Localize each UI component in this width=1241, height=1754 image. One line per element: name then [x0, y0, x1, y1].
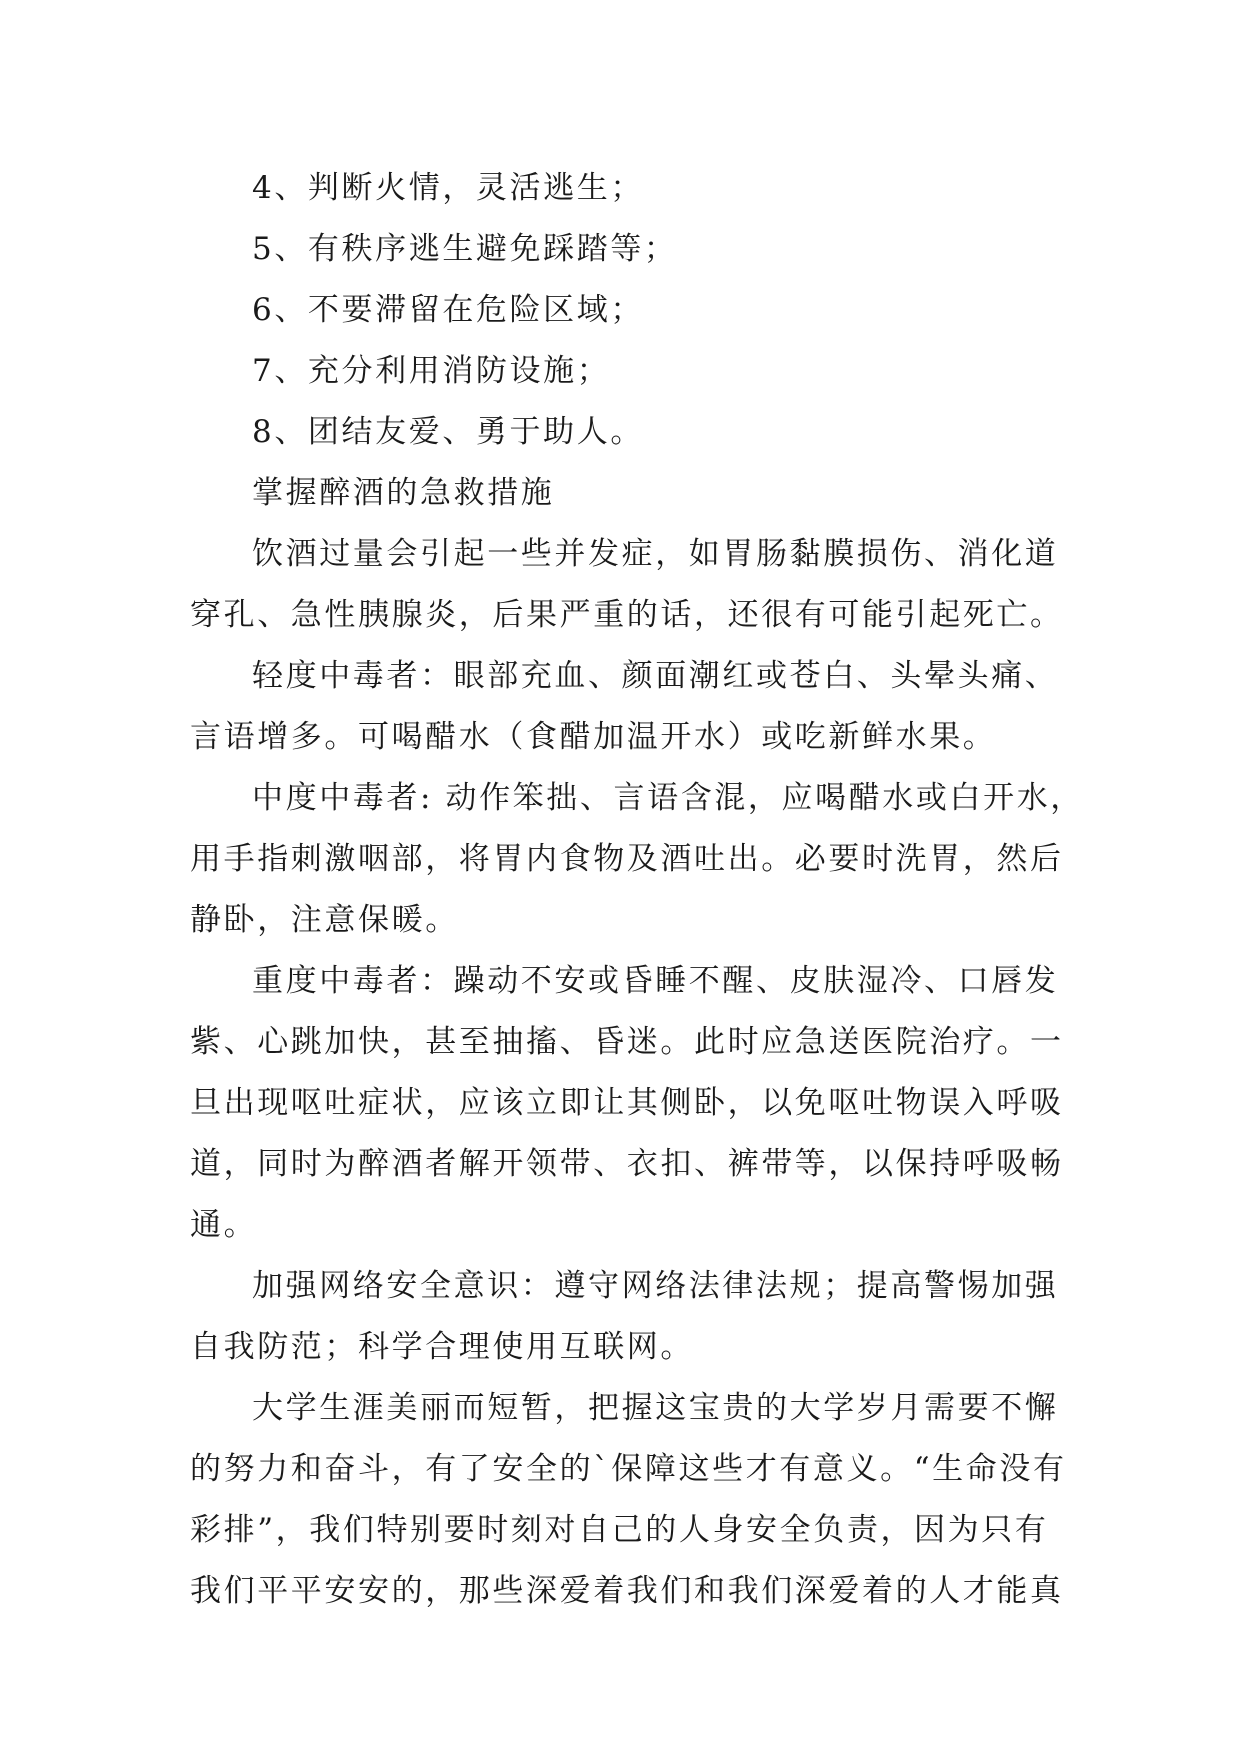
text-line: 重度中毒者：躁动不安或昏睡不醒、皮肤湿冷、口唇发	[252, 963, 1059, 999]
text-line: 中度中毒者: 动作笨拙、言语含混，应喝醋水或白开水，	[252, 780, 1084, 816]
text-line: 掌握醉酒的急救措施	[252, 475, 555, 511]
text-line: 言语增多。可喝醋水（食醋加温开水）或吃新鲜水果。	[190, 719, 997, 755]
text-line: 静卧，注意保暖。	[190, 902, 459, 938]
text-line: 4、判断火情，灵活逃生；	[252, 170, 644, 206]
text-line: 的努力和奋斗，有了安全的`保障这些才有意义。“生命没有	[190, 1451, 1067, 1487]
text-line: 穿孔、急性胰腺炎，后果严重的话，还很有可能引起死亡。	[190, 597, 1064, 633]
document-body	[190, 158, 1084, 1622]
text-line: 轻度中毒者：眼部充血、颜面潮红或苍白、头晕头痛、	[252, 658, 1059, 694]
text-line: 自我防范；科学合理使用互联网。	[190, 1329, 694, 1365]
text-line: 道，同时为醉酒者解开领带、衣扣、裤带等，以保持呼吸畅	[190, 1146, 1064, 1182]
text-line: 饮酒过量会引起一些并发症，如胃肠黏膜损伤、消化道	[252, 536, 1059, 572]
text-line: 大学生涯美丽而短暂，把握这宝贵的大学岁月需要不懈	[252, 1390, 1059, 1426]
text-line: 旦出现呕吐症状，应该立即让其侧卧，以免呕吐物误入呼吸	[190, 1085, 1064, 1121]
text-line: 通。	[190, 1207, 258, 1243]
text-line: 彩排”，我们特别要时刻对自己的人身安全负责，因为只有	[190, 1512, 1049, 1548]
text-line: 6、不要滞留在危险区域；	[252, 292, 644, 328]
text-line: 紫、心跳加快，甚至抽搐、昏迷。此时应急送医院治疗。一	[190, 1024, 1064, 1060]
text-line: 7、充分利用消防设施；	[252, 353, 611, 389]
text-line: 加强网络安全意识：遵守网络法律法规；提高警惕加强	[252, 1268, 1059, 1304]
text-line: 我们平平安安的，那些深爱着我们和我们深爱着的人才能真	[190, 1573, 1064, 1609]
text-line: 8、团结友爱、勇于助人。	[252, 414, 644, 450]
text-line: 用手指刺激咽部，将胃内食物及酒吐出。必要时洗胃，然后	[190, 841, 1064, 877]
text-line: 5、有秩序逃生避免踩踏等；	[252, 231, 678, 267]
